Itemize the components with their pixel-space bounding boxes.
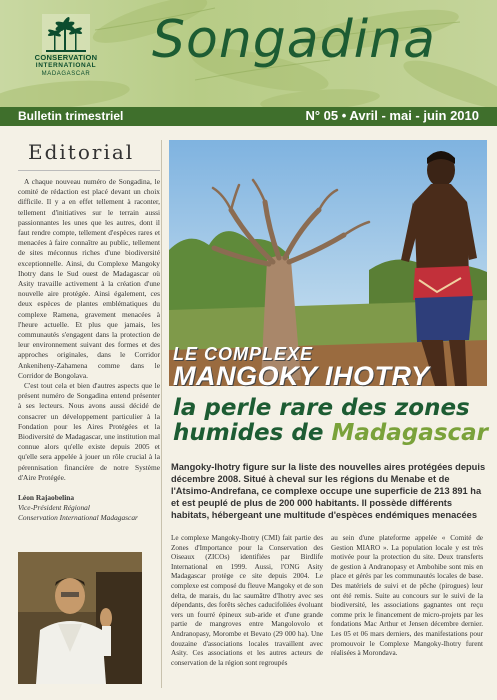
issue-bar: [0, 107, 497, 126]
feature-body-text: Le complexe Mangoky-Ihotry (CMI) fait partie des Zones d'Importance pour la Conservation des Oiseaux (ZICOs) identifiées par Birdlife International en 1999. Aussi, l'ONG Asity Madagascar protège ce site depuis 2004. Le complexe est composé du fleuve Mangoky et de son delta, de marais, du lac saumâtre d'Ihotry avec ses dépendants, des forêts sèches caducifoliées évoluant vers un fourré épineux sub-aride et d'une grande partie de mangroves entre Mangolovolo et Andranopasy, Morombe et Bevato (29 000 ha). Une douzaine d'associations locales travaillent avec Asity. Ces associations et les autres acteurs de conservation de la région sont regroupés: [171, 534, 323, 667]
logo-text-line2: INTERNATIONAL: [35, 62, 97, 69]
masthead: [0, 0, 497, 107]
feature-headline: [173, 396, 488, 446]
issue-frequency: Bulletin trimestriel: [18, 109, 124, 123]
feature-body-text: au sein d'une plateforme appelée « Comité de Gestion MIARO ». La population locale y est très motivée pour la protection du site. Deux transferts de gestion à Andranopasy et Ambohibe sont mis en place et gérés par les communautés locales de base. Des matériels de suivi et de pêche (pirogues) leur ont été remis. Suite au concours sur le suivi de la biodiversité, les associations gagnantes ont reçu comme prix le financement de micro-projets par les fondations Mac Arthur et Jensen décembre dernier. Les 05 et 06 mars derniers, des manifestations pour promouvoir le Complexe Mangoky-Ihotry furent réalisées à Morondava.: [331, 534, 483, 658]
editorial-divider: [18, 170, 160, 171]
column-divider: [161, 140, 162, 688]
conservation-international-logo: [18, 14, 114, 92]
feature-lead-paragraph: Mangoky-Ihotry figure sur la liste des nouvelles aires protégées depuis décembre 2008. Situé à cheval sur les régions du Menabe et de l'Atsimo-Andrefana, ce complexe occupe une superficie de 213 891 ha et est peuplé de plus de 200 000 habitants. Il possède différents habitats, hébergeant une multitude d'espèces endémiques menacées: [171, 462, 486, 520]
issue-number-date: N° 05 • Avril - mai - juin 2010: [305, 108, 479, 123]
feature-body-column-2: [331, 534, 483, 659]
editorial-text: [18, 177, 160, 483]
headline-highlight: Madagascar: [331, 420, 489, 446]
logo-text-line1: CONSERVATION: [34, 53, 98, 62]
author-portrait-photo: [18, 552, 142, 684]
logo-text-line3: MADAGASCAR: [41, 71, 91, 77]
newsletter-title: Songadina: [152, 10, 436, 70]
feature-kicker: LE COMPLEXE: [173, 344, 314, 364]
feature-title: MANGOKY IHOTRY: [173, 361, 430, 391]
palm-trees-icon: [42, 14, 90, 54]
editorial-signature: [18, 493, 160, 523]
signature-organization: Conservation International Madagascar: [18, 513, 138, 523]
headline-line1: la perle rare des zones: [173, 395, 470, 421]
editorial-title: Editorial: [28, 140, 135, 164]
headline-line2: [173, 421, 488, 446]
signature-name: Léon Rajaobelina: [18, 493, 75, 503]
signature-role: Vice-Président Régional: [18, 503, 90, 513]
editorial-paragraph: A chaque nouveau numéro de Songadina, le comité de rédaction est placé devant un choix difficile. Il y a en effet tellement à raconter, tellement d'initiatives sur le terrain aussi passionnantes les unes que les autres, dont il faut rendre compte, tellement d'espèces rares et menacées à faire connaître au public, tellement de sites méconnus riches d'une biodiversité exceptionnelle. Ainsi, du Complexe Mangoky Ihotry dans le Sud ouest de Madagascar où Asity travaille activement à la création d'une nouvelle aire protégée. Ainsi également, ces deux espèces de plantes emblématiques du complexe Ramena, gravement menacées à l'heure actuelle. Et plus que jamais, les communautés s'engagent dans la protection de leur environnement suivant des formes et des approches originales, dans le Corridor Ankeniheny-Zahamena comme dans le Corridor de Bongolava.: [18, 177, 160, 380]
headline-line2-text: humides de: [173, 420, 332, 446]
feature-body-column-1: [171, 534, 323, 668]
portrait-image: [18, 552, 142, 684]
editorial-column: [18, 140, 160, 523]
editorial-paragraph: C'est tout cela et bien d'autres aspects que le présent numéro de Songadina entend présenter à ses lecteurs. Nous avons aussi décidé de consacrer un développement particulier à la Fondation pour les Aires Protégées et la Biodiversité de Madagascar, une institution mal connue alors qu'elle existe depuis 2005 et qu'elle sera appelée à jouer un rôle crucial à la pérennisation financière de notre Système d'Aire Protégée.: [18, 381, 160, 482]
